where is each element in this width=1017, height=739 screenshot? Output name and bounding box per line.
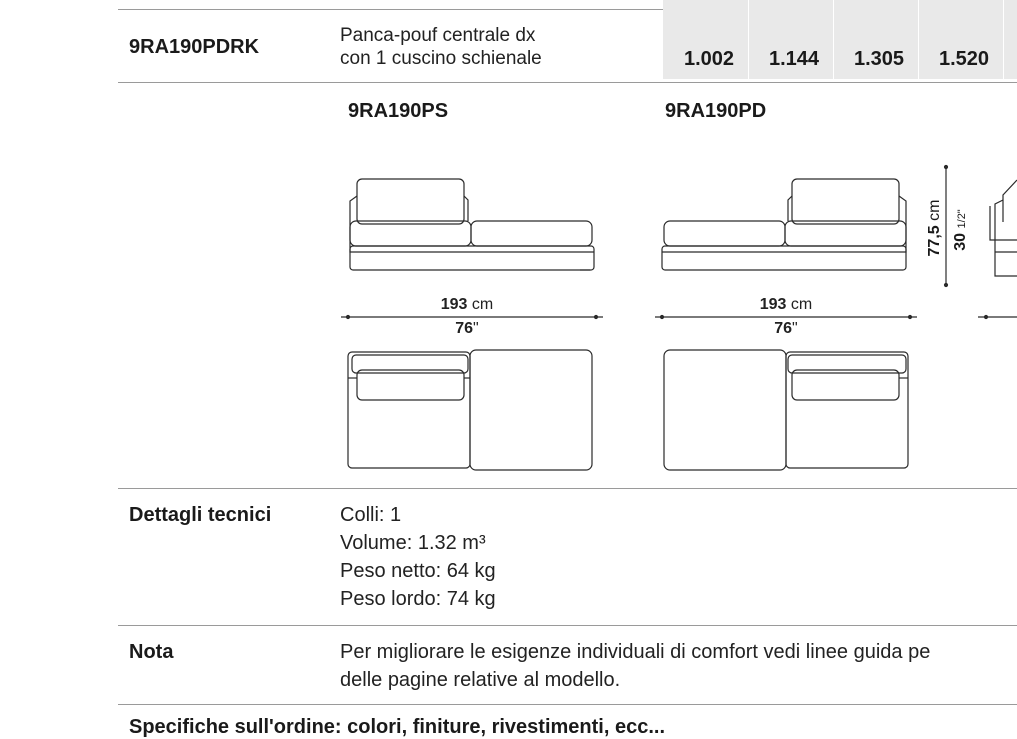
side-view-right <box>662 179 906 270</box>
top-view-left <box>348 350 592 470</box>
top-view-right <box>664 350 908 470</box>
side-view-left <box>350 179 594 270</box>
width-dimension-partial <box>978 316 1017 319</box>
description-line-2: con 1 cuscino schienale <box>340 48 542 69</box>
price-3: 1.305 <box>854 48 905 70</box>
note-label: Nota <box>129 641 174 663</box>
model-code-right: 9RA190PD <box>665 100 767 122</box>
note-text <box>340 638 930 694</box>
height-cm-label <box>926 188 946 268</box>
footer-partial-heading: Specifiche sull'ordine: colori, finiture, rivestimenti, ecc... <box>129 716 666 738</box>
side-view-partial <box>990 180 1017 276</box>
height-inch-fraction: 1/2" <box>956 209 968 229</box>
width-cm-left <box>412 296 522 314</box>
width-dimension-left <box>341 316 603 319</box>
price-2: 1.144 <box>769 48 820 70</box>
width-cm-right <box>731 296 841 314</box>
width-inch-right <box>731 320 841 338</box>
note-rule <box>118 704 1017 705</box>
details-values <box>340 501 496 613</box>
detail-line: Colli: 1 <box>340 504 402 526</box>
width-unit: cm <box>471 296 494 313</box>
width-dimension-right <box>655 316 917 319</box>
drawing-rule <box>118 488 1017 489</box>
width-inch-value: 76 <box>774 320 793 337</box>
details-label: Dettagli tecnici <box>129 504 272 526</box>
height-inch-label <box>952 190 972 270</box>
description-line-1: Panca-pouf centrale dx <box>340 25 536 46</box>
height-inch-value: 30 <box>952 232 969 251</box>
product-code: 9RA190PDRK <box>129 36 260 58</box>
detail-line: Volume: 1.32 m³ <box>340 532 486 554</box>
model-code-left: 9RA190PS <box>348 100 449 122</box>
inch-mark: " <box>792 320 798 337</box>
width-value: 193 <box>759 296 787 313</box>
width-unit: cm <box>790 296 813 313</box>
detail-line: Peso netto: 64 kg <box>340 560 496 582</box>
note-line-1: Per migliorare le esigenze individuali di comfort vedi linee guida pe <box>340 641 931 663</box>
width-value: 193 <box>440 296 468 313</box>
width-inch-value: 76 <box>455 320 474 337</box>
details-rule <box>118 625 1017 626</box>
inch-mark: " <box>473 320 479 337</box>
note-line-2: delle pagine relative al modello. <box>340 669 621 691</box>
price-1: 1.002 <box>684 48 735 70</box>
height-value: 77,5 <box>926 225 943 257</box>
width-inch-left <box>412 320 522 338</box>
detail-line: Peso lordo: 74 kg <box>340 588 496 610</box>
height-unit: cm <box>926 199 943 221</box>
price-4: 1.520 <box>939 48 990 70</box>
